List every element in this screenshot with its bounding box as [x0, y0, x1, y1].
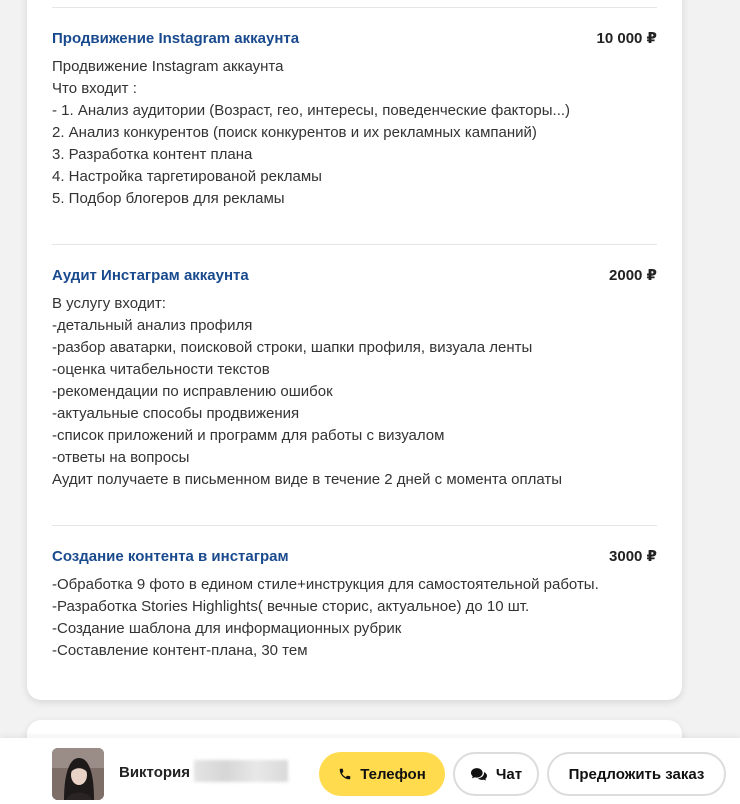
service-header: [52, 266, 657, 288]
service-price: 2000 ₽: [609, 267, 657, 284]
service-description: [52, 56, 657, 210]
divider: [52, 525, 657, 526]
description-line: - 1. Анализ аудитории (Возраст, гео, интересы, поведенческие факторы...): [52, 102, 571, 119]
phone-button[interactable]: [319, 752, 445, 796]
offer-order-button[interactable]: [547, 752, 726, 796]
chat-button[interactable]: [453, 752, 539, 796]
description-line: -разбор аватарки, поисковой строки, шапки профиля, визуала ленты: [52, 339, 533, 356]
offer-order-button-label: Предложить заказ: [568, 765, 705, 783]
service-price: 10 000 ₽: [596, 30, 657, 47]
description-line: 3. Разработка контент плана: [52, 146, 253, 163]
avatar[interactable]: [52, 748, 104, 800]
description-line: -детальный анализ профиля: [52, 317, 253, 334]
service-title[interactable]: Аудит Инстаграм аккаунта: [52, 267, 249, 284]
service-item-content-creation: [52, 547, 657, 662]
divider: [52, 244, 657, 245]
service-header: [52, 29, 657, 51]
chat-button-label: Чат: [495, 765, 523, 783]
description-line: -Обработка 9 фото в едином стиле+инструкция для самостоятельной работы.: [52, 576, 599, 593]
service-title[interactable]: Продвижение Instagram аккаунта: [52, 30, 300, 47]
service-item-instagram-audit: [52, 266, 657, 491]
description-line: -Разработка Stories Highlights( вечные сторис, актуальное) до 10 шт.: [52, 598, 530, 615]
description-line: -оценка читабельности текстов: [52, 361, 270, 378]
description-line: -ответы на вопросы: [52, 449, 190, 466]
description-line: Продвижение Instagram аккаунта: [52, 58, 284, 75]
contact-bar: [0, 738, 740, 804]
service-price: 3000 ₽: [609, 548, 657, 565]
divider: [52, 7, 657, 8]
description-line: -рекомендации по исправлению ошибок: [52, 383, 333, 400]
avatar-photo: [52, 748, 104, 800]
services-card: [27, 0, 682, 700]
description-line: Аудит получаете в письменном виде в течение 2 дней с момента оплаты: [52, 471, 563, 488]
description-line: 5. Подбор блогеров для рекламы: [52, 190, 285, 207]
service-item-instagram-promotion: [52, 29, 657, 210]
description-line: Что входит :: [52, 80, 137, 97]
service-description: [52, 574, 657, 662]
service-title[interactable]: Создание контента в инстаграм: [52, 548, 289, 565]
phone-icon: [338, 767, 352, 781]
description-line: -список приложений и программ для работы с визуалом: [52, 427, 445, 444]
description-line: -актуальные способы продвижения: [52, 405, 300, 422]
description-line: 2. Анализ конкурентов (поиск конкурентов и их рекламных кампаний): [52, 124, 537, 141]
surname-redacted: [194, 760, 288, 782]
phone-button-label: Телефон: [360, 765, 426, 783]
description-line: В услугу входит:: [52, 295, 166, 312]
service-header: [52, 547, 657, 569]
description-line: -Составление контент-плана, 30 тем: [52, 642, 308, 659]
user-name: Виктория: [119, 764, 191, 781]
service-description: [52, 293, 657, 491]
description-line: -Создание шаблона для информационных рубрик: [52, 620, 402, 637]
description-line: 4. Настройка таргетированой рекламы: [52, 168, 322, 185]
chat-icon: [470, 766, 488, 782]
